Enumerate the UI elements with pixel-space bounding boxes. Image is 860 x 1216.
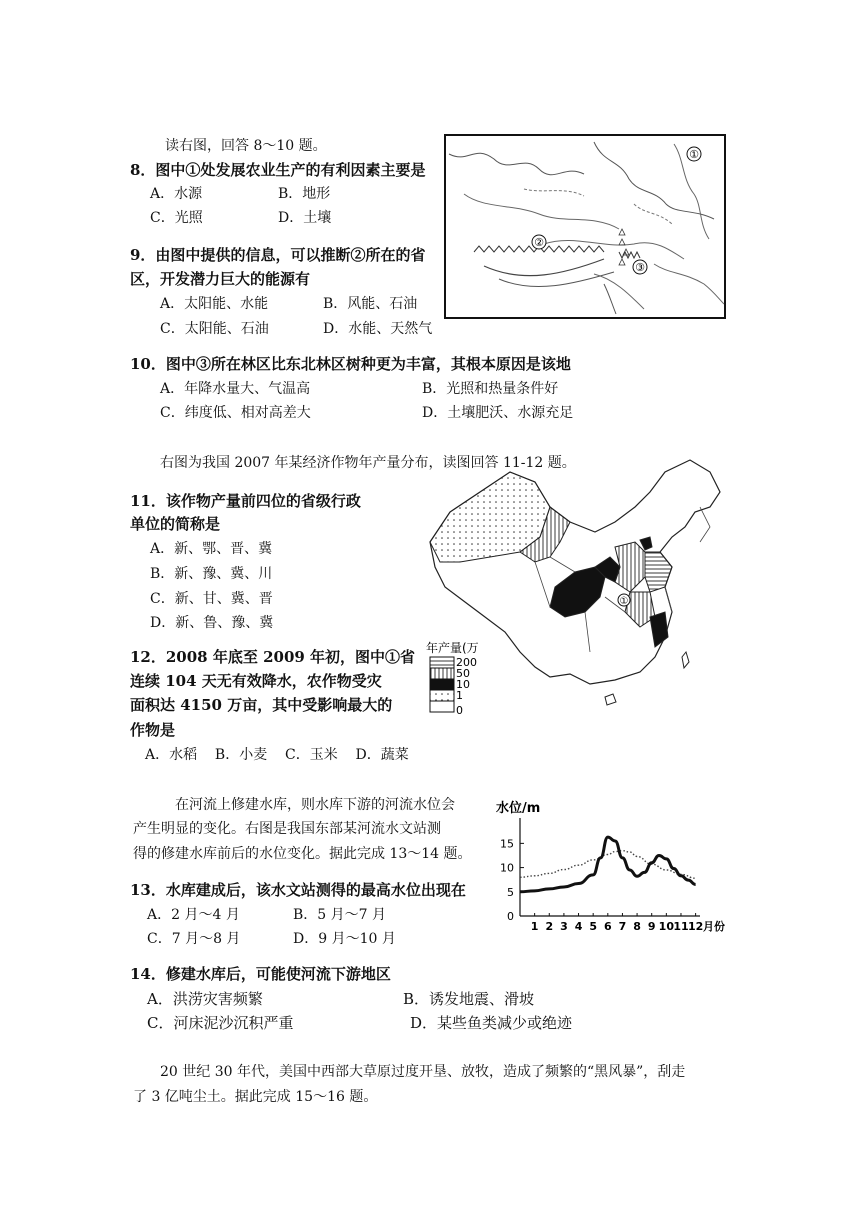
chart-x-tick-label: 12 (687, 920, 704, 933)
q14-stem: 14．修建水库后，可能使河流下游地区 (130, 965, 391, 983)
q12-stem-line1: 12．2008 年底至 2009 年初，图中①省 (130, 648, 416, 666)
chart-x-tick-label: 5 (589, 920, 597, 933)
svg-text:0: 0 (456, 704, 463, 717)
q14-option-c[interactable]: C．河床泥沙沉积严重 (147, 1014, 294, 1032)
q11-option-c[interactable]: C．新、甘、冀、晋 (150, 591, 273, 607)
svg-text:50: 50 (456, 667, 470, 680)
q11-option-a[interactable]: A．新、鄂、晋、冀 (150, 541, 273, 557)
map2-marker-1 (618, 594, 630, 607)
q10-option-a[interactable]: A．年降水量大、气温高 (160, 381, 311, 397)
svg-text:②: ② (534, 236, 544, 249)
map-china-production (410, 452, 745, 722)
q12-stem-line4: 作物是 (130, 721, 176, 739)
q12-options[interactable]: A．水稻 B．小麦 C．玉米 D．蔬菜 (145, 747, 409, 763)
chart-x-tick-label: 3 (560, 920, 568, 933)
water-level-chart (490, 794, 735, 939)
svg-text:1: 1 (456, 689, 463, 702)
q14-option-d[interactable]: D．某些鱼类减少或绝迹 (410, 1014, 573, 1032)
q12-stem-line3: 面积达 4150 万亩，其中受影响最大的 (130, 696, 393, 714)
svg-text:年产量(万: 年产量(万 (426, 641, 479, 655)
chart-x-tick-label: 11 (673, 920, 689, 933)
map-legend (426, 640, 479, 717)
q11-stem-line1: 11．该作物产量前四位的省级行政 (130, 492, 361, 510)
section4-line2: 了 3 亿吨尘土。据此完成 15～16 题。 (133, 1089, 378, 1105)
svg-text:①: ① (619, 596, 629, 607)
q12-stem-line2: 连续 104 天无有效降水，农作物受灾 (130, 672, 382, 690)
q13-option-c[interactable]: C．7 月～8 月 (147, 931, 241, 947)
q11-option-b[interactable]: B．新、豫、冀、川 (150, 566, 273, 582)
q13-stem: 13．水库建成后，该水文站测得的最高水位出现在 (130, 881, 466, 899)
map-marker-3 (633, 260, 647, 274)
q10-stem: 10．图中③所在林区比东北林区树种更为丰富，其根本原因是该地 (130, 355, 571, 373)
q9-stem-line2: 区，开发潜力巨大的能源有 (130, 270, 311, 288)
q14-option-b[interactable]: B．诱发地震、滑坡 (403, 990, 535, 1008)
svg-text:200: 200 (456, 656, 477, 669)
chart-x-tick-label: 8 (633, 920, 641, 933)
q8-option-c[interactable]: C．光照 (150, 210, 203, 226)
q10-option-c[interactable]: C．纬度低、相对高差大 (160, 405, 311, 421)
chart-y-tick-label: 15 (500, 837, 514, 851)
series-after-reservoir (520, 837, 696, 892)
chart-x-tick-label: 1 (530, 920, 539, 933)
chart-x-tick-label: 6 (603, 920, 612, 933)
section3-intro-line1: 在河流上修建水库，则水库下游的河流水位会 (175, 797, 455, 813)
q10-option-d[interactable]: D．土壤肥沃、水源充足 (422, 405, 574, 421)
map-marker-1 (687, 147, 701, 161)
q14-option-a[interactable]: A．洪涝灾害频繁 (147, 990, 263, 1008)
q11-option-d[interactable]: D．新、鲁、豫、冀 (150, 615, 274, 631)
section1-intro: 读右图，回答 8～10 题。 (165, 138, 327, 154)
svg-text:①: ① (689, 148, 699, 161)
q9-option-c[interactable]: C．太阳能、石油 (160, 321, 269, 337)
chart-y-tick-label: 5 (507, 885, 514, 899)
map-western-china (444, 134, 726, 319)
chart-x-tick-label: 10 (658, 920, 674, 933)
section3-intro-line2: 产生明显的变化。右图是我国东部某河流水文站测 (133, 821, 441, 837)
chart-x-tick-label: 4 (574, 920, 583, 933)
q10-option-b[interactable]: B．光照和热量条件好 (422, 381, 559, 397)
q9-option-a[interactable]: A．太阳能、水能 (160, 296, 269, 312)
svg-text:10: 10 (456, 678, 470, 691)
chart-y-label: 水位/m (496, 801, 541, 816)
q8-option-b[interactable]: B．地形 (278, 186, 331, 202)
chart-x-tick-label: 2 (545, 920, 554, 933)
chart-x-tick-label: 9 (647, 920, 656, 933)
section4-line1: 20 世纪 30 年代，美国中西部大草原过度开垦、放牧，造成了频繁的“黑风暴”，刮走 (160, 1064, 686, 1080)
chart-y-tick-label: 0 (507, 910, 514, 923)
q13-option-d[interactable]: D．9 月～10 月 (293, 931, 396, 947)
q8-option-a[interactable]: A．水源 (150, 186, 203, 202)
chart-y-tick-label: 10 (500, 861, 514, 875)
svg-text:③: ③ (635, 261, 645, 274)
q8-stem: 8．图中①处发展农业生产的有利因素主要是 (130, 161, 426, 179)
q9-option-b[interactable]: B．风能、石油 (323, 296, 418, 312)
q13-option-a[interactable]: A．2 月～4 月 (147, 907, 240, 923)
chart-x-tick-label: 7 (618, 920, 627, 933)
chart-x-label: 月份 (703, 920, 725, 933)
q9-stem-line1: 9．由图中提供的信息，可以推断②所在的省 (130, 246, 426, 264)
q13-option-b[interactable]: B．5 月～7 月 (293, 907, 387, 923)
section2-intro: 右图为我国 2007 年某经济作物年产量分布，读图回答 11-12 题。 (160, 455, 576, 471)
section3-intro-line3: 得的修建水库前后的水位变化。据此完成 13～14 题。 (133, 846, 472, 862)
q8-option-d[interactable]: D．土壤 (278, 210, 332, 226)
q11-stem-line2: 单位的简称是 (130, 515, 221, 533)
q9-option-d[interactable]: D．水能、天然气 (323, 321, 433, 337)
map-marker-2 (532, 235, 546, 249)
